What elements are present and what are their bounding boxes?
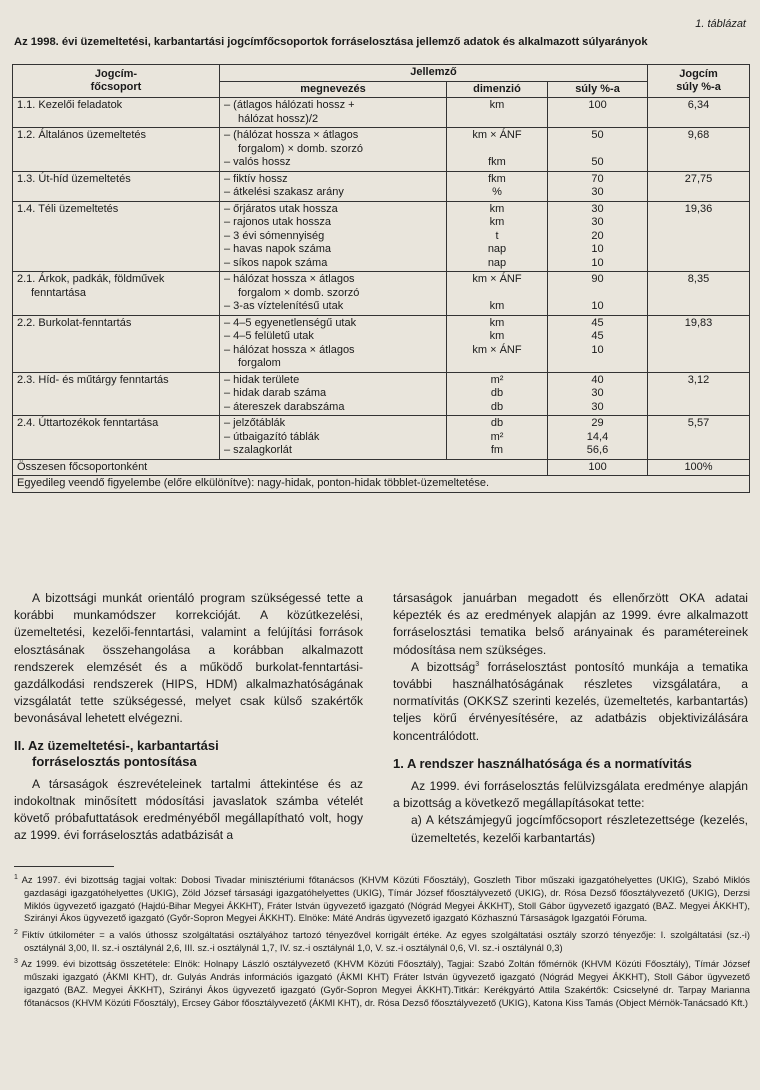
cell-suly: 50 50 (548, 128, 648, 172)
cell-dimenzio: fkm % (447, 171, 548, 201)
right-column (393, 590, 748, 847)
cell-jogcim: 1.3. Út-híd üzemeltetés (13, 171, 220, 201)
header-jogcim-suly: Jogcím súly %-a (648, 65, 750, 98)
footnote-mark: 1 (14, 874, 22, 881)
footnote-mark: 2 (14, 928, 22, 936)
table-row (13, 128, 750, 172)
cell-jogcim-suly: 19,83 (648, 315, 750, 372)
header-dimenzio: dimenzió (447, 81, 548, 98)
cell-suly: 29 14,4 56,6 (548, 416, 648, 460)
footnote-text: Az 1997. évi bizottság tagjai voltak: Dobosi Tivadar minisztériumi főtanácsos (KHVM Közúti Főosztály), Goszleth Tibor műszaki igazgatóhelyettes (UKIG), Szabó Miklós gazdasági igazgatóhelyettes (UKIG), Zöld József társasági igazgatóhelyettes (UKIG), Tímár József főosztályvezető (UKIG), dr. Rósa Dezső főosztályvezető (UKIG), Derzsi Miklós ügyvezető igazgató (Hajdú-Bihar Megyei ÁKKHT), Fráter István ügyvezető igazgató (Nógrád Megyei ÁKKHT), Stoll Gábor ügyvezető igazgató (BAZ. Megyei ÁKKHT), Szirányi Ákos ügyvezető igazgató (Győr-Sopron Megyei ÁKKHT). Elnöke: Máté András ügyvezető igazgató Közhasznú Társaságok Igazgatói Fóruma. (21, 874, 750, 924)
cell-dimenzio: km km km × ÁNF (447, 315, 548, 372)
data-table (12, 64, 750, 493)
cell-jogcim: 2.4. Úttartozékok fenntartása (13, 416, 220, 460)
cell-jogcim: 1.2. Általános üzemeltetés (13, 128, 220, 172)
cell-megnevezes: – őrjáratos utak hossza – rajonos utak hossza – 3 évi sómennyiség – havas napok száma – síkos napok száma (220, 201, 447, 272)
cell-dimenzio: km (447, 98, 548, 128)
table-row (13, 272, 750, 316)
cell-jogcim-suly: 19,36 (648, 201, 750, 272)
header-suly: súly %-a (548, 81, 648, 98)
cell-jogcim-suly: 9,68 (648, 128, 750, 172)
table-note: Egyedileg veendő figyelembe (előre elkülönítve): nagy-hidak, ponton-hidak többlet-üzemeltetése. (13, 476, 750, 493)
cell-dimenzio: m² db db (447, 372, 548, 416)
summary-weight: 100 (548, 459, 648, 476)
cell-dimenzio: km × ÁNF fkm (447, 128, 548, 172)
footnotes (14, 872, 750, 1011)
header-jellemzo: Jellemző (220, 65, 648, 82)
footnote (14, 956, 750, 1009)
table-row (13, 416, 750, 460)
table-row (13, 171, 750, 201)
paragraph: A bizottsági munkát orientáló program szükségessé tette a korábbi munkamódszer korrekcióját. A közútkezelési, üzemeltetési, kezelői-fenntartási, valamint a felújítási források elosztásának összehangolása a korábban alkalmazott rendszerek elemzését és a működő burkolat-fenntartási-gazdálkodási rendszerek (HIPS, HDM) alkalmazhatóságának vizsgálatát tette szükségessé, melyet csak külső szakértők bevonásával lehetett elvégezni. (14, 591, 363, 726)
table-number: 1. táblázat (695, 18, 746, 30)
paragraph: A bizottság$^3$ forráselosztást pontosító munkája a tematika további használhatóságának részletes vizsgálatára, a normatívitás (OKKSZ szerinti kezelés, üzemeltetés, karbantartás) teljes körű érvényesítésére, az adatbázis objektivizálására koncentrálódott. (393, 659, 748, 743)
cell-jogcim-suly: 27,75 (648, 171, 750, 201)
footnote-mark: 3 (14, 958, 22, 966)
footnote (14, 927, 750, 955)
cell-megnevezes: – jelzőtáblák – útbaigazító táblák – szalagkorlát (220, 416, 447, 460)
cell-megnevezes: – 4–5 egyenetlenségű utak – 4–5 felületű utak – hálózat hossza × átlagos forgalom (220, 315, 447, 372)
section-heading: II. Az üzemeltetési-, karbantartási forráselosztás pontosítása (14, 737, 219, 769)
cell-suly: 90 10 (548, 272, 648, 316)
cell-megnevezes: – (átlagos hálózati hossz + hálózat hossz)/2 (220, 98, 447, 128)
cell-jogcim: 1.1. Kezelői feladatok (13, 98, 220, 128)
table-title: Az 1998. évi üzemeltetési, karbantartási jogcímfőcsoportok forráselosztása jellemző adatok és alkalmazott súlyarányok (14, 36, 648, 48)
cell-megnevezes: – hálózat hossza × átlagos forgalom × domb. szorzó – 3-as víztelenítésű utak (220, 272, 447, 316)
cell-megnevezes: – (hálózat hossza × átlagos forgalom) × domb. szorzó – valós hossz (220, 128, 447, 172)
cell-jogcim: 2.2. Burkolat-fenntartás (13, 315, 220, 372)
footnote (14, 872, 750, 925)
cell-megnevezes: – fiktív hossz – átkelési szakasz arány (220, 171, 447, 201)
table-row (13, 372, 750, 416)
cell-megnevezes: – hidak területe – hidak darab száma – átereszek darabszáma (220, 372, 447, 416)
summary-total: 100% (648, 459, 750, 476)
cell-dimenzio: km km t nap nap (447, 201, 548, 272)
cell-dimenzio: db m² fm (447, 416, 548, 460)
summary-row (13, 459, 750, 476)
cell-suly: 45 45 10 (548, 315, 648, 372)
paragraph: társaságok januárban megadott és ellenőrzött OKA adatai képezték és az eredmények alapján az 1999. évre alkalmazott forráselosztási tematika belső arányainak és paramétereinek módosítása nem szükséges. (393, 591, 748, 657)
cell-jogcim: 1.4. Téli üzemeltetés (13, 201, 220, 272)
cell-suly: 100 (548, 98, 648, 128)
paragraph: Az 1999. évi forráselosztás felülvizsgálata eredménye alapján a bizottság a következő megállapításokat tette: (393, 779, 748, 811)
table-row (13, 98, 750, 128)
table-row (13, 201, 750, 272)
subsection-heading: 1. A rendszer használhatósága és a normatívitás (393, 755, 692, 771)
cell-jogcim: 2.1. Árkok, padkák, földművek fenntartása (13, 272, 220, 316)
footnote-text: Az 1999. évi bizottság összetétele: Elnök: Holnapy László osztályvezető (KHVM Közúti Főosztály), Tagjai: Szabó Zoltán főmérnök (KHVM Közúti Főosztály), Tímár József műszaki igazgató (ÁKMI KHT), dr. Gulyás András információs igazgató (ÁKMI KHT) Fráter István ügyvezető igazgató (Nógrád Megyei ÁKKHT), Stoll Gábor ügyvezető igazgató (BAZ. Megyei ÁKKHT), Szirányi Ákos ügyvezető igazgató (Győr-Sopron Megyei ÁKKHT).Titkár: Kerékgyártó Attila Szakértők: Csicselyné dr. Tarpay Marianna főtanácsos (KHVM Közúti Főosztály), Ercsey Gábor főosztályvezető (ÁKMI KHT), dr. Rósa Dezső főosztályvezető (UKIG), Katona Kiss Tamás (Object Mérnök-Tanácsadó Kft.) (21, 958, 750, 1008)
cell-dimenzio: km × ÁNF km (447, 272, 548, 316)
cell-suly: 40 30 30 (548, 372, 648, 416)
header-megnevezes: megnevezés (220, 81, 447, 98)
cell-jogcim: 2.3. Híd- és műtárgy fenntartás (13, 372, 220, 416)
list-item: a) A kétszámjegyű jogcímfőcsoport részletezettsége (kezelés, üzemeltetés, kezelői karbantartás) (411, 813, 748, 845)
cell-suly: 70 30 (548, 171, 648, 201)
cell-suly: 30 30 20 10 10 (548, 201, 648, 272)
footnote-divider (14, 866, 114, 867)
paragraph: A társaságok észrevételeinek tartalmi áttekintése és az indokoltnak minősített módosítási javaslatok számba vételét követő próbafuttatások eredményéből megállapítható volt, hogy az 1999. évi forráselosztás adatbázisát a (14, 776, 363, 843)
header-jogcim: Jogcím- főcsoport (13, 65, 220, 98)
note-row (13, 476, 750, 493)
cell-jogcim-suly: 5,57 (648, 416, 750, 460)
cell-jogcim-suly: 8,35 (648, 272, 750, 316)
cell-jogcim-suly: 6,34 (648, 98, 750, 128)
cell-jogcim-suly: 3,12 (648, 372, 750, 416)
left-column (14, 590, 363, 844)
table-row (13, 315, 750, 372)
summary-label: Összesen főcsoportonként (13, 459, 548, 476)
footnote-text: Fiktív útkilométer = a valós úthossz szolgáltatási osztályához tartozó tényezővel korrigált értéke. Az egyes szolgáltatási osztály szorzó tényezője: I. szolgáltatási (sz.-i) osztálynál 3,00, II. sz.-i osztálynál 2,6, III. sz.-i osztálynál 1,7, IV. sz.-i osztálynál 1,0, V. sz.-i osztálynál 0,6, VI. sz.-i osztálynál 0,3) (21, 929, 750, 953)
